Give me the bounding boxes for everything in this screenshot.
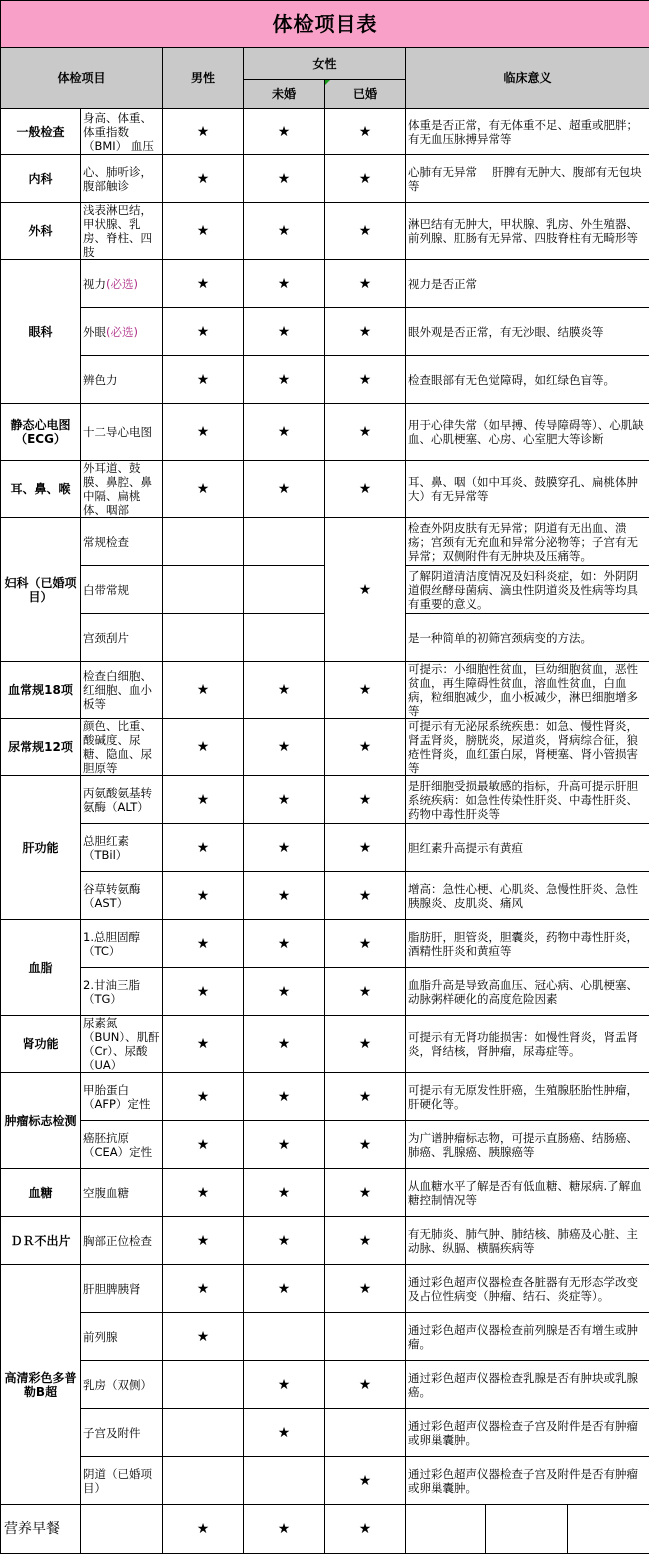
item-cell [81, 614, 163, 662]
married-cell: ★ [325, 518, 406, 662]
meaning-cell: 是肝细胞受损最敏感的指标，升高可提示肝胆系统疾病：如急性传染性肝炎、中毒性肝炎、药物中毒性肝炎等 [406, 776, 649, 824]
footer-subgrid [406, 1505, 649, 1553]
item-cell [81, 776, 163, 824]
married-cell: ★ [325, 1505, 406, 1554]
item-cell [81, 1265, 163, 1313]
married-cell: ★ [325, 203, 406, 260]
married-cell: ★ [325, 308, 406, 356]
item-label: 宫颈刮片 [83, 631, 129, 645]
meaning-cell: 增高：急性心梗、心肌炎、急慢性肝炎、急性胰腺炎、皮肌炎、痛风 [406, 872, 649, 920]
male-cell: ★ [163, 1016, 244, 1073]
unmarried-cell: ★ [244, 461, 325, 518]
unmarried-cell [244, 518, 325, 566]
unmarried-cell: ★ [244, 308, 325, 356]
male-cell: ★ [163, 1265, 244, 1313]
unmarried-cell: ★ [244, 1265, 325, 1313]
table-row [1, 203, 649, 260]
item-cell [81, 356, 163, 404]
category-cell: 血常规18项 [1, 662, 81, 719]
item-label: 子宫及附件 [83, 1426, 141, 1440]
table-row [1, 968, 649, 1016]
item-cell [81, 1217, 163, 1265]
table-row [1, 872, 649, 920]
male-cell: ★ [163, 1073, 244, 1121]
male-cell [163, 1409, 244, 1457]
table-row [1, 1313, 649, 1361]
meaning-cell: 是一种简单的初筛宫颈病变的方法。 [406, 614, 649, 662]
item-label: 外眼 [83, 325, 106, 339]
meaning-cell: 有无肺炎、肺气肿、肺结核、肺癌及心脏、主动脉、纵膈、横膈疾病等 [406, 1217, 649, 1265]
male-cell: ★ [163, 109, 244, 155]
header-married [325, 80, 406, 109]
item-cell [81, 872, 163, 920]
married-cell: ★ [325, 1073, 406, 1121]
unmarried-cell: ★ [244, 1169, 325, 1217]
item-label: 空腹血糖 [83, 1186, 129, 1200]
unmarried-cell: ★ [244, 920, 325, 968]
meaning-cell: 视力是否正常 [406, 260, 649, 308]
item-cell [81, 1409, 163, 1457]
item-label: 癌胚抗原（CEA）定性 [83, 1131, 152, 1159]
category-cell: 血糖 [1, 1169, 81, 1217]
header-unmarried: 未婚 [244, 80, 325, 109]
married-cell: ★ [325, 1169, 406, 1217]
married-cell: ★ [325, 1121, 406, 1169]
item-label: 十二导心电图 [83, 425, 152, 439]
male-cell: ★ [163, 719, 244, 776]
meaning-cell: 可提示有无肾功能损害：如慢性肾炎，肾盂肾炎，肾结核，肾肿瘤，尿毒症等。 [406, 1016, 649, 1073]
meaning-cell: 血脂升高是导致高血压、冠心病、心肌梗塞、动脉粥样硬化的高度危险因素 [406, 968, 649, 1016]
married-cell [325, 1409, 406, 1457]
item-label: 尿素氮（BUN）、肌酐（Cr）、尿酸（UA） [83, 1016, 160, 1072]
meaning-cell: 脂肪肝，胆管炎，胆囊炎，药物中毒性肝炎，酒精性肝炎和黄疸等 [406, 920, 649, 968]
item-label: 肝胆脾胰肾 [83, 1282, 141, 1296]
married-cell: ★ [325, 260, 406, 308]
category-cell: 眼科 [1, 260, 81, 404]
table-row [1, 1265, 649, 1313]
required-note: (必选) [106, 325, 138, 339]
unmarried-cell: ★ [244, 872, 325, 920]
item-label: 谷草转氨酶（AST） [83, 882, 141, 910]
item-cell [81, 518, 163, 566]
table-row [1, 260, 649, 308]
item-label: 白带常规 [83, 583, 129, 597]
footer-subcell [568, 1505, 649, 1553]
unmarried-cell [244, 614, 325, 662]
married-cell: ★ [325, 1265, 406, 1313]
header-female: 女性 [244, 48, 406, 80]
category-cell: 一般检查 [1, 109, 81, 155]
item-label: 心、肺听诊，腹部触诊 [83, 165, 152, 193]
category-cell: 内科 [1, 155, 81, 203]
footer-row [1, 1505, 649, 1554]
married-cell: ★ [325, 719, 406, 776]
male-cell: ★ [163, 1217, 244, 1265]
category-cell: 肝功能 [1, 776, 81, 920]
table-row [1, 1121, 649, 1169]
item-cell [81, 1121, 163, 1169]
item-label: 浅表淋巴结，甲状腺、乳房、脊柱、四肢 [83, 203, 152, 259]
header-male: 男性 [163, 48, 244, 109]
male-cell: ★ [163, 308, 244, 356]
item-cell [81, 1073, 163, 1121]
table-row [1, 1409, 649, 1457]
unmarried-cell: ★ [244, 1073, 325, 1121]
item-cell [81, 1016, 163, 1073]
footer-subcell [486, 1505, 568, 1553]
table-row [1, 461, 649, 518]
item-cell [81, 566, 163, 614]
male-cell: ★ [163, 824, 244, 872]
male-cell [163, 1361, 244, 1409]
meaning-cell: 通过彩色超声仪器检查子宫及附件是否有肿瘤或卵巢囊肿。 [406, 1409, 649, 1457]
unmarried-cell: ★ [244, 1361, 325, 1409]
meaning-cell: 眼外观是否正常，有无沙眼、结膜炎等 [406, 308, 649, 356]
item-cell [81, 260, 163, 308]
item-label: 胸部正位检查 [83, 1234, 152, 1248]
meaning-cell: 了解阴道清洁度情况及妇科炎症，如：外阴阴道假丝酵母菌病、滴虫性阴道炎及性病等均具有重要的意义。 [406, 566, 649, 614]
meaning-cell: 耳、鼻、咽（如中耳炎、鼓膜穿孔、扁桃体肿大）有无异常等 [406, 461, 649, 518]
table-row [1, 662, 649, 719]
category-cell: 妇科（已婚项目） [1, 518, 81, 662]
item-label: 丙氨酸氨基转氨酶（ALT） [83, 786, 152, 814]
table-row [1, 776, 649, 824]
male-cell: ★ [163, 920, 244, 968]
male-cell: ★ [163, 1121, 244, 1169]
unmarried-cell: ★ [244, 968, 325, 1016]
male-cell [163, 566, 244, 614]
item-label: 甲胎蛋白（AFP）定性 [83, 1083, 150, 1111]
item-label: 颜色、比重、酸碱度、尿糖、隐血、尿胆原等 [83, 719, 152, 775]
table-row [1, 1361, 649, 1409]
item-cell [81, 203, 163, 260]
married-cell: ★ [325, 662, 406, 719]
male-cell: ★ [163, 872, 244, 920]
item-label: 前列腺 [83, 1330, 118, 1344]
table-row [1, 1169, 649, 1217]
married-cell: ★ [325, 404, 406, 461]
table-row [1, 518, 649, 566]
meaning-cell: 可提示：小细胞性贫血，巨幼细胞贫血，恶性贫血，再生障碍性贫血，溶血性贫血，白血病，粒细胞减少，血小板减少，淋巴细胞增多等 [406, 662, 649, 719]
meaning-cell: 可提示有无原发性肝癌，生殖腺胚胎性肿瘤，肝硬化等。 [406, 1073, 649, 1121]
item-label: 阴道（已婚项目） [83, 1467, 152, 1495]
item-cell [81, 719, 163, 776]
unmarried-cell: ★ [244, 1016, 325, 1073]
married-cell: ★ [325, 968, 406, 1016]
item-label: 2.甘油三脂（TG） [83, 978, 140, 1006]
category-cell: ＤＲ不出片 [1, 1217, 81, 1265]
meaning-cell: 体重是否正常，有无体重不足、超重或肥胖；有无血压脉搏异常等 [406, 109, 649, 155]
item-cell [81, 824, 163, 872]
category-cell: 肾功能 [1, 1016, 81, 1073]
male-cell: ★ [163, 155, 244, 203]
table-row [1, 155, 649, 203]
male-cell [163, 1457, 244, 1505]
item-cell [81, 1169, 163, 1217]
married-cell: ★ [325, 920, 406, 968]
item-cell [81, 155, 163, 203]
empty-cell [81, 1505, 163, 1554]
meaning-cell: 用于心律失常（如早搏、传导障碍等）、心肌缺血、心肌梗塞、心房、心室肥大等诊断 [406, 404, 649, 461]
item-cell [81, 662, 163, 719]
married-cell: ★ [325, 356, 406, 404]
married-cell: ★ [325, 1016, 406, 1073]
item-cell [81, 1361, 163, 1409]
unmarried-cell: ★ [244, 203, 325, 260]
meaning-cell: 心肺有无异常 肝脾有无肿大、腹部有无包块等 [406, 155, 649, 203]
married-cell: ★ [325, 109, 406, 155]
header-item: 体检项目 [1, 48, 163, 109]
item-cell [81, 109, 163, 155]
item-cell [81, 1457, 163, 1505]
category-cell: 耳、鼻、喉 [1, 461, 81, 518]
table-row [1, 1457, 649, 1505]
table-row [1, 109, 649, 155]
comment-flag-icon [325, 80, 330, 85]
married-cell: ★ [325, 155, 406, 203]
married-cell: ★ [325, 1361, 406, 1409]
married-cell: ★ [325, 461, 406, 518]
table-row [1, 308, 649, 356]
item-cell [81, 1313, 163, 1361]
male-cell: ★ [163, 1505, 244, 1554]
meaning-cell: 通过彩色超声仪器检查子宫及附件是否有肿瘤或卵巢囊肿。 [406, 1457, 649, 1505]
meaning-cell: 为广谱肿瘤标志物，可提示直肠癌、结肠癌、肺癌、乳腺癌、胰腺癌等 [406, 1121, 649, 1169]
meaning-cell: 淋巴结有无肿大，甲状腺、乳房、外生殖器、前列腺、肛肠有无异常、四肢脊柱有无畸形等 [406, 203, 649, 260]
male-cell: ★ [163, 461, 244, 518]
married-cell: ★ [325, 824, 406, 872]
meaning-cell: 胆红素升高提示有黄疸 [406, 824, 649, 872]
meaning-cell [406, 1505, 649, 1554]
meaning-cell: 检查外阴皮肤有无异常；阴道有无出血、溃疡；宫颈有无充血和异常分泌物等；子宫有无异常；双侧附件有无肿块及压痛等。 [406, 518, 649, 566]
table-row [1, 356, 649, 404]
category-cell: 尿常规12项 [1, 719, 81, 776]
male-cell: ★ [163, 662, 244, 719]
table-row [1, 719, 649, 776]
category-cell: 外科 [1, 203, 81, 260]
item-cell [81, 404, 163, 461]
item-label: 辨色力 [83, 373, 118, 387]
item-label: 1.总胆固醇（TC） [83, 930, 140, 958]
meaning-cell: 可提示有无泌尿系统疾患：如急、慢性肾炎，肾盂肾炎，膀胱炎，尿道炎，肾病综合征，狼疮性肾炎，血红蛋白尿，肾梗塞、肾小管损害等 [406, 719, 649, 776]
male-cell: ★ [163, 203, 244, 260]
meaning-cell: 通过彩色超声仪器检查前列腺是否有增生或肿瘤。 [406, 1313, 649, 1361]
male-cell: ★ [163, 404, 244, 461]
item-cell [81, 308, 163, 356]
unmarried-cell: ★ [244, 404, 325, 461]
item-label: 乳房（双侧） [83, 1378, 152, 1392]
unmarried-cell: ★ [244, 155, 325, 203]
married-cell: ★ [325, 1217, 406, 1265]
unmarried-cell: ★ [244, 719, 325, 776]
unmarried-cell: ★ [244, 1505, 325, 1554]
married-cell: ★ [325, 872, 406, 920]
item-label: 检查白细胞、红细胞、血小板等 [83, 669, 152, 711]
table-row [1, 404, 649, 461]
item-label: 常规检查 [83, 535, 129, 549]
unmarried-cell: ★ [244, 260, 325, 308]
meaning-cell: 通过彩色超声仪器检查各脏器有无形态学改变及占位性病变（肿瘤、结石、炎症等）。 [406, 1265, 649, 1313]
male-cell: ★ [163, 776, 244, 824]
item-cell [81, 920, 163, 968]
unmarried-cell [244, 1313, 325, 1361]
meaning-cell: 通过彩色超声仪器检查乳腺是否有肿块或乳腺癌。 [406, 1361, 649, 1409]
unmarried-cell: ★ [244, 662, 325, 719]
category-cell: 静态心电图（ECG） [1, 404, 81, 461]
item-cell [81, 461, 163, 518]
table-row [1, 824, 649, 872]
married-cell: ★ [325, 1457, 406, 1505]
required-note: (必选) [106, 277, 138, 291]
item-label: 外耳道、鼓膜、鼻腔、鼻中隔、扁桃体、咽部 [83, 461, 152, 517]
table-row [1, 920, 649, 968]
married-cell: ★ [325, 776, 406, 824]
table-row [1, 1217, 649, 1265]
footer-subcell [406, 1505, 486, 1553]
male-cell [163, 518, 244, 566]
male-cell [163, 614, 244, 662]
male-cell: ★ [163, 1169, 244, 1217]
male-cell: ★ [163, 260, 244, 308]
category-cell: 血脂 [1, 920, 81, 1016]
unmarried-cell: ★ [244, 1409, 325, 1457]
page-title: 体检项目表 [1, 1, 649, 48]
male-cell: ★ [163, 968, 244, 1016]
table-row [1, 1073, 649, 1121]
item-label: 身高、体重、体重指数（BMI） 血压 [83, 111, 154, 153]
category-cell: 高清彩色多普勒B超 [1, 1265, 81, 1505]
unmarried-cell [244, 566, 325, 614]
male-cell: ★ [163, 356, 244, 404]
item-label: 视力 [83, 277, 106, 291]
item-cell [81, 968, 163, 1016]
table-row [1, 1016, 649, 1073]
unmarried-cell [244, 1457, 325, 1505]
unmarried-cell: ★ [244, 356, 325, 404]
meaning-cell: 从血糖水平了解是否有低血糖、糖尿病.了解血糖控制情况等 [406, 1169, 649, 1217]
unmarried-cell: ★ [244, 824, 325, 872]
unmarried-cell: ★ [244, 776, 325, 824]
category-cell: 肿瘤标志检测 [1, 1073, 81, 1169]
breakfast-label: 营养早餐 [1, 1505, 81, 1554]
unmarried-cell: ★ [244, 1217, 325, 1265]
unmarried-cell: ★ [244, 109, 325, 155]
header-married-label: 已婚 [353, 87, 377, 101]
header-meaning: 临床意义 [406, 48, 649, 109]
married-cell [325, 1313, 406, 1361]
male-cell: ★ [163, 1313, 244, 1361]
item-label: 总胆红素（TBil） [83, 834, 129, 862]
meaning-cell: 检查眼部有无色觉障碍，如红绿色盲等。 [406, 356, 649, 404]
unmarried-cell: ★ [244, 1121, 325, 1169]
